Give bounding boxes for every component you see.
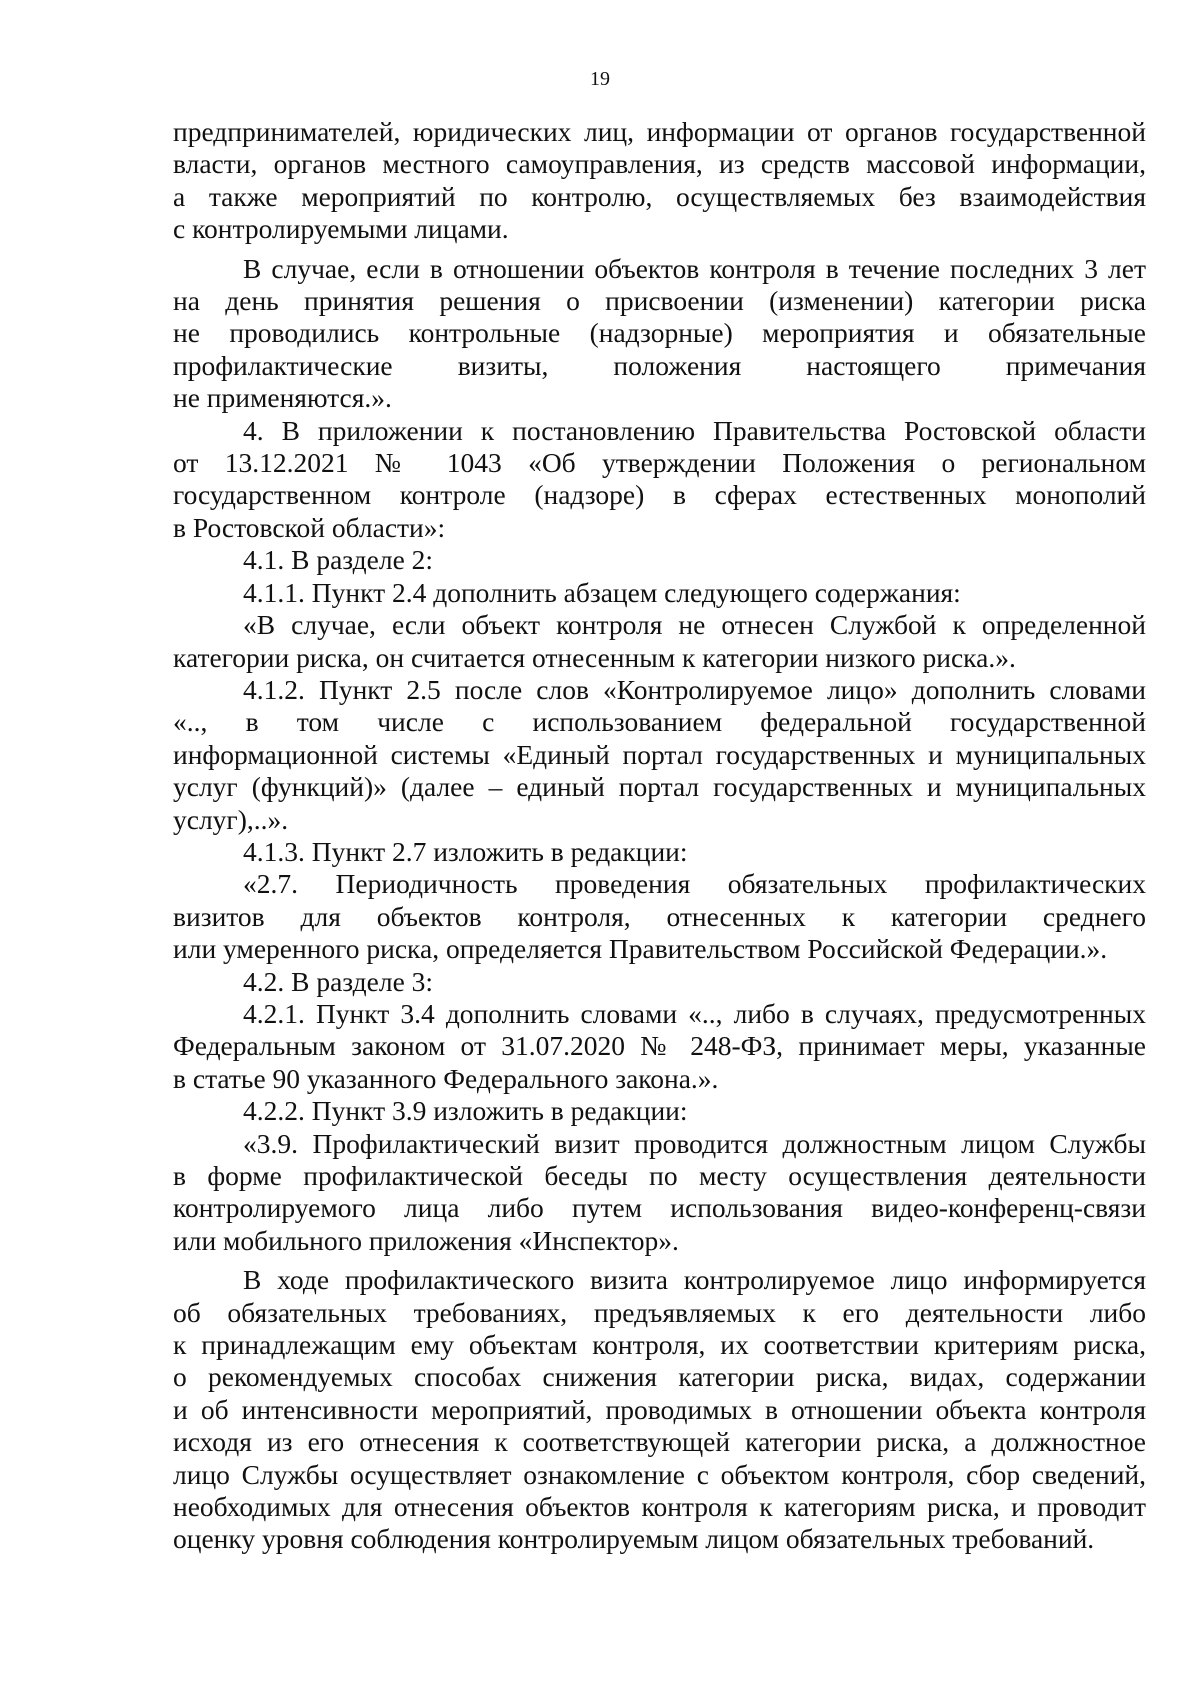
text-line: категории риска, он считается отнесенным к категории низкого риска.». bbox=[173, 641, 1016, 673]
paragraph bbox=[173, 1128, 1146, 1258]
text-line: «3.9. Профилактический визит проводится должностным лицом Службы bbox=[243, 1127, 1146, 1159]
text-line: 4.1. В разделе 2: bbox=[243, 544, 434, 576]
paragraph bbox=[173, 1264, 1146, 1556]
text-line: 4. В приложении к постановлению Правительства Ростовской области bbox=[243, 414, 1146, 446]
text-line: об обязательных требованиях, предъявляемых к его деятельности либо bbox=[173, 1296, 1146, 1328]
paragraph bbox=[173, 415, 1146, 545]
paragraph bbox=[173, 836, 1146, 868]
text-line: в статье 90 указанного Федерального закона.». bbox=[173, 1062, 719, 1094]
paragraph bbox=[173, 868, 1146, 965]
document-body bbox=[173, 116, 1146, 1556]
text-line: информационной системы «Единый портал государственных и муниципальных bbox=[173, 738, 1146, 770]
text-line: 4.2.1. Пункт 3.4 дополнить словами «.., либо в случаях, предусмотренных bbox=[243, 997, 1146, 1029]
text-line: Федеральным законом от 31.07.2020 № 248-ФЗ, принимает меры, указанные bbox=[173, 1030, 1146, 1062]
text-line: на день принятия решения о присвоении (изменении) категории риска bbox=[173, 285, 1146, 317]
text-line: «.., в том числе с использованием федеральной государственной bbox=[173, 706, 1146, 738]
text-line: не применяются.». bbox=[173, 382, 392, 414]
text-line: 4.1.1. Пункт 2.4 дополнить абзацем следующего содержания: bbox=[243, 576, 961, 608]
text-line: необходимых для отнесения объектов контроля к категориям риска, и проводит bbox=[173, 1491, 1146, 1523]
text-line: 4.1.3. Пункт 2.7 изложить в редакции: bbox=[243, 835, 688, 867]
text-line: визитов для объектов контроля, отнесенных к категории среднего bbox=[173, 900, 1146, 932]
text-line: оценку уровня соблюдения контролируемым лицом обязательных требований. bbox=[173, 1523, 1095, 1555]
text-line: 4.1.2. Пункт 2.5 после слов «Контролируемое лицо» дополнить словами bbox=[243, 673, 1146, 705]
text-line: профилактические визиты, положения настоящего примечания bbox=[173, 349, 1146, 381]
text-line: В ходе профилактического визита контролируемое лицо информируется bbox=[243, 1264, 1146, 1296]
text-line: контролируемого лица либо путем использования видео-конференц-связи bbox=[173, 1192, 1146, 1224]
text-line: а также мероприятий по контролю, осуществляемых без взаимодействия bbox=[173, 180, 1146, 212]
paragraph bbox=[173, 577, 1146, 609]
text-line: к принадлежащим ему объектам контроля, их соответствии критериям риска, bbox=[173, 1329, 1146, 1361]
page-number: 19 bbox=[590, 68, 610, 90]
paragraph bbox=[173, 253, 1146, 415]
text-line: исходя из его отнесения к соответствующей категории риска, а должностное bbox=[173, 1426, 1146, 1458]
text-line: «2.7. Периодичность проведения обязательных профилактических bbox=[243, 868, 1146, 900]
text-line: или мобильного приложения «Инспектор». bbox=[173, 1224, 679, 1256]
paragraph bbox=[173, 544, 1146, 576]
paragraph bbox=[173, 116, 1146, 246]
text-line: не проводились контрольные (надзорные) мероприятия и обязательные bbox=[173, 317, 1146, 349]
text-line: власти, органов местного самоуправления, из средств массовой информации, bbox=[173, 148, 1146, 180]
paragraph bbox=[173, 1095, 1146, 1127]
text-line: о рекомендуемых способах снижения категории риска, видах, содержании bbox=[173, 1361, 1146, 1393]
text-line: в Ростовской области»: bbox=[173, 511, 446, 543]
paragraph bbox=[173, 966, 1146, 998]
text-line: от 13.12.2021 № 1043 «Об утверждении Положения о региональном bbox=[173, 447, 1146, 479]
text-line: 4.2. В разделе 3: bbox=[243, 965, 434, 997]
text-line: и об интенсивности мероприятий, проводимых в отношении объекта контроля bbox=[173, 1393, 1146, 1425]
paragraph bbox=[173, 674, 1146, 836]
text-line: 4.2.2. Пункт 3.9 изложить в редакции: bbox=[243, 1095, 688, 1127]
text-line: лицо Службы осуществляет ознакомление с объектом контроля, сбор сведений, bbox=[173, 1458, 1146, 1490]
text-line: услуг (функций)» (далее – единый портал государственных и муниципальных bbox=[173, 771, 1146, 803]
text-line: предпринимателей, юридических лиц, информации от органов государственной bbox=[173, 116, 1146, 147]
text-line: в форме профилактической беседы по месту осуществления деятельности bbox=[173, 1160, 1146, 1191]
paragraph bbox=[173, 609, 1146, 674]
text-line: «В случае, если объект контроля не отнесен Службой к определенной bbox=[243, 609, 1146, 641]
text-line: или умеренного риска, определяется Правительством Российской Федерации.». bbox=[173, 933, 1108, 965]
text-line: государственном контроле (надзоре) в сферах естественных монополий bbox=[173, 479, 1146, 511]
text-line: с контролируемыми лицами. bbox=[173, 213, 509, 245]
paragraph bbox=[173, 998, 1146, 1095]
text-line: услуг),..». bbox=[173, 803, 289, 835]
text-line: В случае, если в отношении объектов контроля в течение последних 3 лет bbox=[243, 252, 1146, 284]
